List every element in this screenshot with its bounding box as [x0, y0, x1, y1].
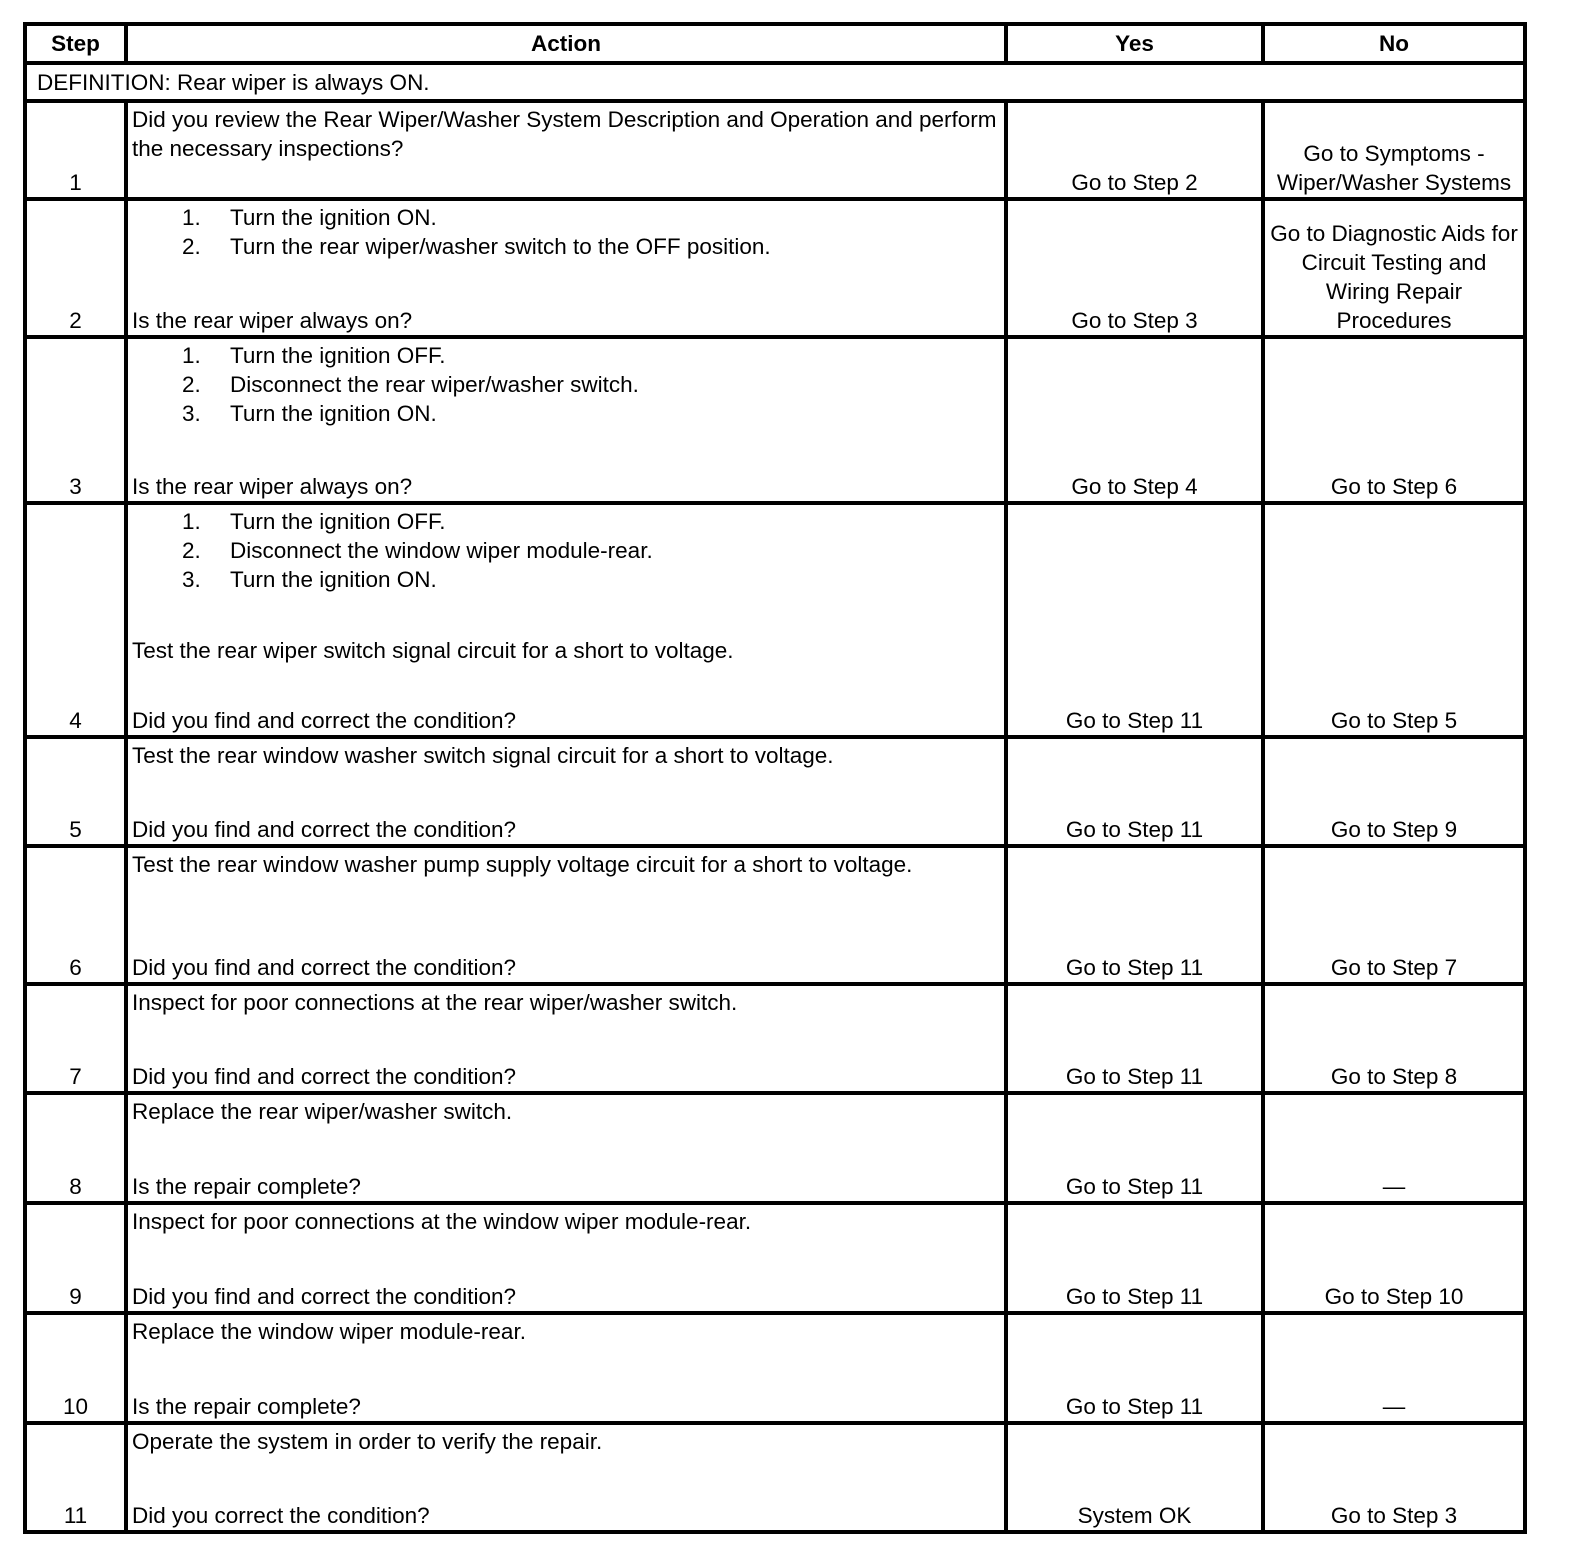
substep-number: 2.	[182, 372, 201, 397]
yes-result: Go to Step 11	[1006, 846, 1263, 984]
action-instruction: Test the rear window washer switch signal circuit for a short to voltage.	[132, 743, 834, 768]
step-row	[25, 1423, 1525, 1532]
no-result: —	[1263, 1313, 1525, 1423]
action-question: Did you correct the condition?	[132, 1503, 430, 1528]
action-question: Did you find and correct the condition?	[132, 1064, 516, 1089]
step-number: 4	[25, 503, 126, 737]
substep-text: Turn the ignition ON.	[230, 567, 437, 592]
substep-item	[182, 341, 1000, 370]
action-cell	[126, 846, 1006, 984]
step-number: 9	[25, 1203, 126, 1313]
action-instruction: Replace the rear wiper/washer switch.	[132, 1099, 513, 1124]
step-number: 10	[25, 1313, 126, 1423]
step-number: 5	[25, 737, 126, 846]
step-row	[25, 1313, 1525, 1423]
step-number: 6	[25, 846, 126, 984]
step-row	[25, 101, 1525, 199]
substep-text: Disconnect the window wiper module-rear.	[230, 538, 653, 563]
step-number: 8	[25, 1093, 126, 1203]
action-cell	[126, 199, 1006, 337]
substep-list	[132, 203, 1000, 261]
step-number: 2	[25, 199, 126, 337]
step-row	[25, 503, 1525, 737]
no-result: Go to Diagnostic Aids for Circuit Testing and Wiring Repair Procedures	[1263, 199, 1525, 337]
substep-item	[182, 232, 1000, 261]
action-cell	[126, 984, 1006, 1093]
no-result: Go to Symptoms - Wiper/Washer Systems	[1263, 101, 1525, 199]
substep-text: Disconnect the rear wiper/washer switch.	[230, 372, 639, 397]
no-result: Go to Step 3	[1263, 1423, 1525, 1532]
action-question: Is the repair complete?	[132, 1394, 361, 1419]
no-result: Go to Step 10	[1263, 1203, 1525, 1313]
yes-result: System OK	[1006, 1423, 1263, 1532]
action-cell	[126, 1093, 1006, 1203]
no-result: Go to Step 6	[1263, 337, 1525, 503]
no-result: Go to Step 5	[1263, 503, 1525, 737]
action-question: Is the rear wiper always on?	[132, 474, 413, 499]
action-cell	[126, 101, 1006, 199]
definition-text: DEFINITION: Rear wiper is always ON.	[25, 63, 1525, 101]
action-instruction: Inspect for poor connections at the window wiper module-rear.	[132, 1209, 752, 1234]
action-question: Did you review the Rear Wiper/Washer System Description and Operation and perform the necessary inspections?	[132, 107, 997, 161]
definition-row	[25, 63, 1525, 101]
yes-result: Go to Step 11	[1006, 737, 1263, 846]
step-row	[25, 984, 1525, 1093]
substep-list	[132, 507, 1000, 594]
step-number: 11	[25, 1423, 126, 1532]
no-result: Go to Step 9	[1263, 737, 1525, 846]
yes-result: Go to Step 11	[1006, 1093, 1263, 1203]
action-instruction: Operate the system in order to verify the repair.	[132, 1429, 603, 1454]
action-cell	[126, 1313, 1006, 1423]
substep-text: Turn the rear wiper/washer switch to the OFF position.	[230, 234, 771, 259]
action-instruction: Inspect for poor connections at the rear wiper/washer switch.	[132, 990, 738, 1015]
no-result: —	[1263, 1093, 1525, 1203]
substep-item	[182, 536, 1000, 565]
yes-result: Go to Step 11	[1006, 503, 1263, 737]
step-number: 3	[25, 337, 126, 503]
substep-number: 2.	[182, 538, 201, 563]
action-question: Is the rear wiper always on?	[132, 308, 413, 333]
action-test: Test the rear wiper switch signal circuit for a short to voltage.	[132, 637, 734, 663]
substep-item	[182, 203, 1000, 232]
substep-item	[182, 507, 1000, 536]
yes-result: Go to Step 4	[1006, 337, 1263, 503]
action-question: Did you find and correct the condition?	[132, 817, 516, 842]
substep-list	[132, 341, 1000, 428]
substep-text: Turn the ignition OFF.	[230, 343, 446, 368]
no-result: Go to Step 8	[1263, 984, 1525, 1093]
step-number: 7	[25, 984, 126, 1093]
step-row	[25, 1093, 1525, 1203]
yes-result: Go to Step 2	[1006, 101, 1263, 199]
no-result: Go to Step 7	[1263, 846, 1525, 984]
action-instruction: Replace the window wiper module-rear.	[132, 1319, 526, 1344]
step-row	[25, 846, 1525, 984]
substep-item	[182, 399, 1000, 428]
yes-result: Go to Step 11	[1006, 1203, 1263, 1313]
substep-number: 1.	[182, 205, 201, 230]
action-cell	[126, 1423, 1006, 1532]
action-question: Is the repair complete?	[132, 1174, 361, 1199]
substep-number: 3.	[182, 401, 201, 426]
step-row	[25, 1203, 1525, 1313]
substep-number: 2.	[182, 234, 201, 259]
diagnostic-table	[23, 22, 1527, 1534]
header-row	[25, 24, 1525, 63]
substep-item	[182, 565, 1000, 594]
substep-item	[182, 370, 1000, 399]
action-cell	[126, 503, 1006, 737]
step-number: 1	[25, 101, 126, 199]
action-instruction: Test the rear window washer pump supply voltage circuit for a short to voltage.	[132, 852, 913, 877]
yes-result: Go to Step 11	[1006, 984, 1263, 1093]
substep-text: Turn the ignition ON.	[230, 401, 437, 426]
step-row	[25, 199, 1525, 337]
substep-text: Turn the ignition ON.	[230, 205, 437, 230]
substep-number: 3.	[182, 567, 201, 592]
action-question: Did you find and correct the condition?	[132, 955, 516, 980]
action-cell	[126, 337, 1006, 503]
action-question: Did you find and correct the condition?	[132, 1284, 516, 1309]
header-no: No	[1263, 24, 1525, 63]
action-question: Did you find and correct the condition?	[132, 708, 516, 733]
step-row	[25, 737, 1525, 846]
header-step: Step	[25, 24, 126, 63]
action-cell	[126, 1203, 1006, 1313]
yes-result: Go to Step 3	[1006, 199, 1263, 337]
step-row	[25, 337, 1525, 503]
yes-result: Go to Step 11	[1006, 1313, 1263, 1423]
substep-number: 1.	[182, 509, 201, 534]
header-yes: Yes	[1006, 24, 1263, 63]
substep-text: Turn the ignition OFF.	[230, 509, 446, 534]
substep-number: 1.	[182, 343, 201, 368]
header-action: Action	[126, 24, 1006, 63]
action-cell	[126, 737, 1006, 846]
